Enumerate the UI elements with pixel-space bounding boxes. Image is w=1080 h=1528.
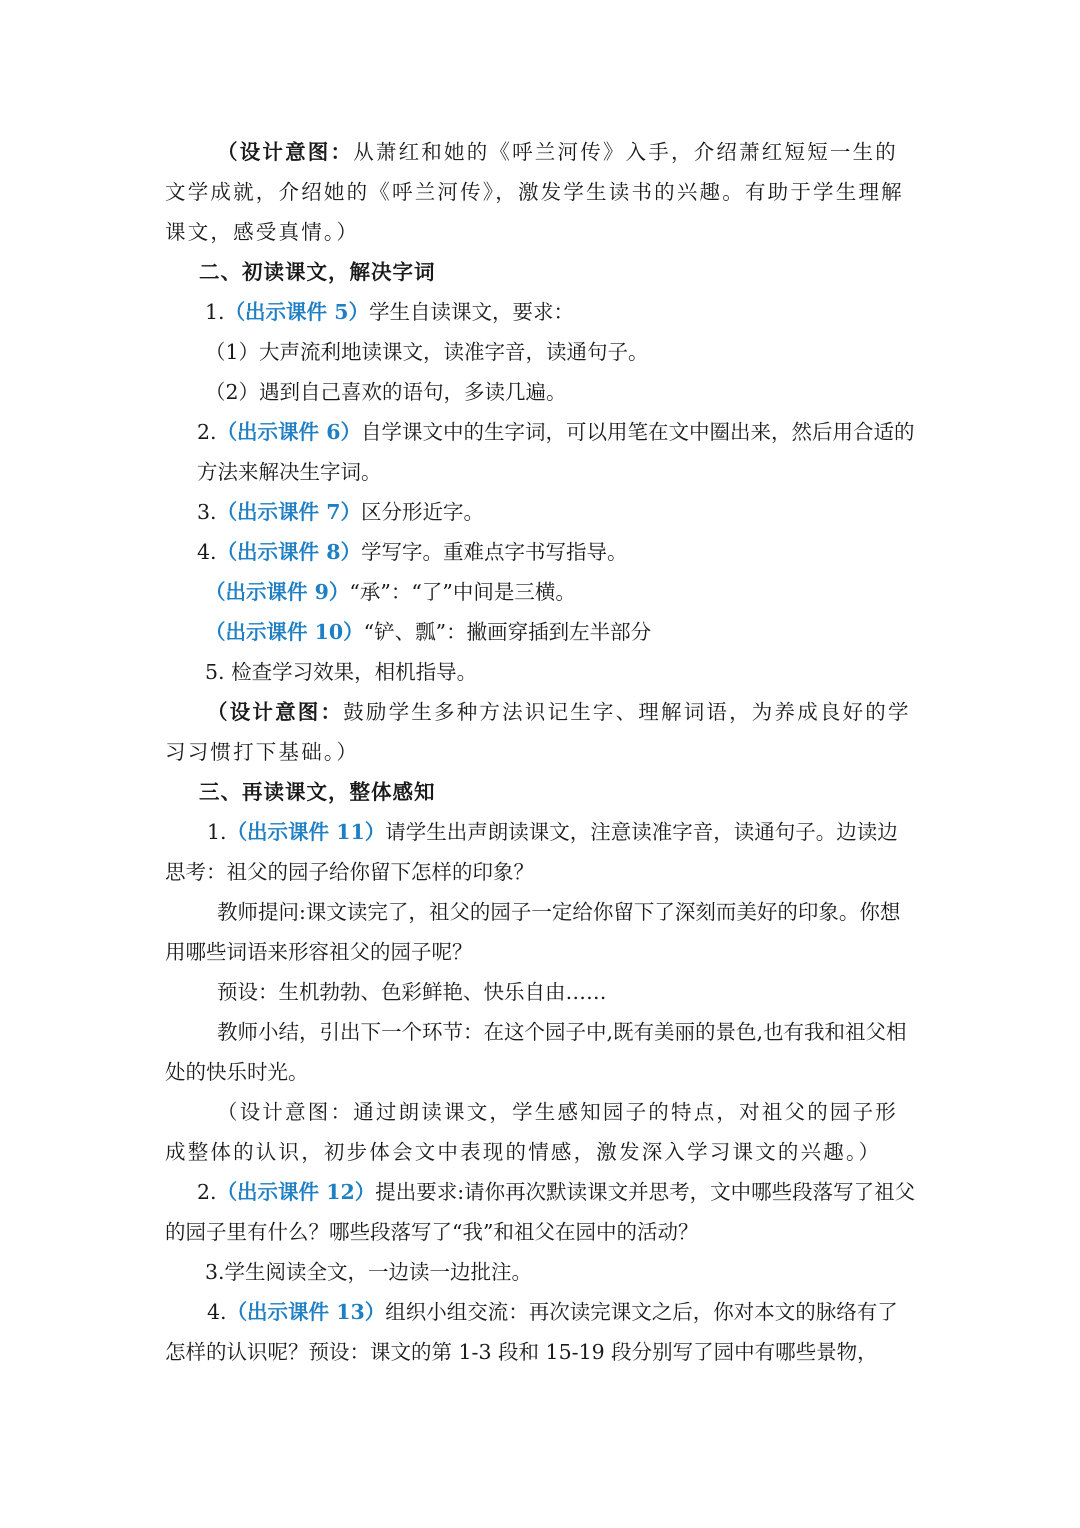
item-text: 自学课文中的生字词，可以用笔在文中圈出来，然后用合适的方法来解决生字词。 <box>197 420 915 484</box>
item-number: 2. <box>197 420 217 444</box>
item-text: “承”：“了”中间是三横。 <box>349 580 576 604</box>
sub-item: （1）大声流利地读课文，读准字音，读通句子。 <box>205 340 649 364</box>
item-number: 5. <box>205 660 225 684</box>
design-intent-label: （设计意图： <box>207 700 344 724</box>
courseware-tag: （出示课件 7） <box>216 500 361 524</box>
design-intent-paragraph <box>165 132 917 252</box>
design-intent-paragraph: （设计意图：通过朗读课文，学生感知园子的特点，对祖父的园子形成整体的认识，初步体会文中表现的情感，激发深入学习课文的兴趣。） <box>165 1100 898 1164</box>
courseware-tag: （出示课件 8） <box>216 540 361 564</box>
courseware-tag: （出示课件 11） <box>226 820 386 844</box>
list-item <box>165 612 917 652</box>
list-item <box>165 1292 917 1372</box>
section-heading: 三、再读课文，整体感知 <box>199 780 436 804</box>
item-text: 区分形近字。 <box>360 500 484 524</box>
list-item <box>165 652 917 692</box>
list-item <box>165 532 917 572</box>
sub-item: （2）遇到自己喜欢的语句，多读几遍。 <box>205 380 567 404</box>
list-item <box>165 572 917 612</box>
courseware-tag: （出示课件 10） <box>205 620 364 644</box>
document-page <box>165 132 917 1372</box>
item-text: 组织小组交流：再次读完课文之后，你对本文的脉络有了怎样的认识呢？预设：课文的第 1-3 段和 15-19 段分别写了园中有哪些景物， <box>165 1300 898 1364</box>
item-text: 请学生出声朗读课文，注意读准字音，读通句子。边读边思考：祖父的园子给你留下怎样的印象？ <box>165 820 898 884</box>
body-paragraph: 教师提问:课文读完了，祖父的园子一定给你留下了深刻而美好的印象。你想用哪些词语来形容祖父的园子呢？ <box>165 900 901 964</box>
list-item <box>165 492 917 532</box>
item-text: “铲、瓢”：撇画穿插到左半部分 <box>363 620 652 644</box>
item-text: 提出要求:请你再次默读课文并思考，文中哪些段落写了祖父的园子里有什么？哪些段落写了“我”和祖父在园中的活动？ <box>165 1180 916 1244</box>
list-item: 3.学生阅读全文，一边读一边批注。 <box>205 1260 533 1284</box>
item-number: 1. <box>207 820 227 844</box>
courseware-tag: （出示课件 6） <box>216 420 361 444</box>
item-number: 4. <box>197 540 217 564</box>
courseware-tag: （出示课件 12） <box>216 1180 376 1204</box>
courseware-tag: （出示课件 13） <box>226 1300 386 1324</box>
item-text: 学写字。重难点字书写指导。 <box>360 540 628 564</box>
design-intent-paragraph <box>165 692 917 772</box>
item-number: 4. <box>207 1300 227 1324</box>
section-heading: 二、初读课文，解决字词 <box>199 260 436 284</box>
body-paragraph: 教师小结，引出下一个环节：在这个园子中,既有美丽的景色,也有我和祖父相处的快乐时光。 <box>165 1020 907 1084</box>
list-item <box>165 292 917 332</box>
design-intent-text: 从萧红和她的《呼兰河传》入手，介绍萧红短短一生的文学成就，介绍她的《呼兰河传》，激发学生读书的兴趣。有助于学生理解课文，感受真情。） <box>165 140 904 244</box>
design-intent-text: 鼓励学生多种方法识记生字、理解词语，为养成良好的学习习惯打下基础。） <box>165 700 911 764</box>
list-item <box>165 412 917 492</box>
item-number: 1. <box>205 300 225 324</box>
item-number: 2. <box>197 1180 217 1204</box>
item-number: 3. <box>197 500 217 524</box>
courseware-tag: （出示课件 5） <box>224 300 369 324</box>
item-text: 学生自读课文，要求： <box>368 300 574 324</box>
body-paragraph: 预设：生机勃勃、色彩鲜艳、快乐自由…… <box>217 980 607 1004</box>
list-item <box>165 1172 917 1252</box>
list-item <box>165 812 917 892</box>
courseware-tag: （出示课件 9） <box>205 580 350 604</box>
item-text: 检查学习效果，相机指导。 <box>231 660 478 684</box>
design-intent-label: （设计意图： <box>217 140 354 164</box>
